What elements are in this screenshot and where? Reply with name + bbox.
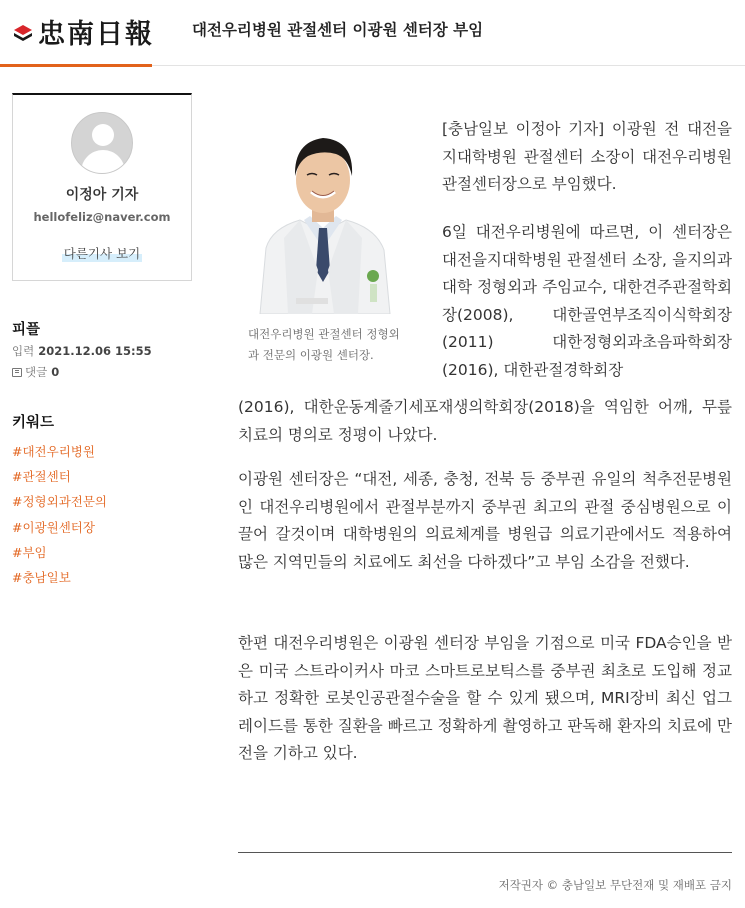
keyword-item[interactable]: #관절센터 [12,469,71,485]
article-paragraph: [충남일보 이정아 기자] 이광원 전 대전을지대학병원 관절센터 소장이 대전우리병원 관절센터장으로 부임했다. [442,120,732,193]
comments-count: 0 [51,365,60,379]
published-date: 2021.12.06 15:55 [38,344,152,358]
published-info [12,343,152,359]
keyword-item[interactable]: #충남일보 [12,569,71,585]
copyright-notice: 저작권자 © 충남일보 무단전재 및 재배포 금지 [498,878,732,892]
keyword-item[interactable]: #정형외과전문의 [12,494,107,510]
logo-book-icon [12,20,34,44]
author-name: 이정아 기자 [65,187,139,203]
site-logo[interactable] [12,12,154,51]
header-accent-bar [0,64,152,67]
article-paragraph: 한편 대전우리병원은 이광원 센터장 부임을 기점으로 미국 FDA승인을 받은 미국 스트라이커사 마코 스마트로보틱스를 중부권 최초로 도입해 정교하고 정확한 로봇인공관절수술을 할 수 있게 됐으며, MRI장비 최신 업그레이드를 통한 질환을 빠르고 정확하게 촬영하고 판독해 환자의 치료에 만전을 기하고 있다. [238,634,732,762]
article-paragraph: 이광원 센터장은 “대전, 세종, 충청, 전북 등 중부권 유일의 척추전문병원인 대전우리병원에서 관절부분까지 중부권 최고의 관절 중심병원으로 이끌어 갈것이며 대학병원의 의료체계를 병원급 의료기관에서도 적용하여 많은 지역민들의 치료에도 최선을 다하겠다”고 부임 소감을 전했다. [238,470,732,571]
article-paragraph: (2016), 대한운동계줄기세포재생의학회장(2018)을 역임한 어깨, 무릎 치료의 명의로 정평이 나았다. [238,398,732,444]
footer-divider [238,852,732,853]
comment-icon [12,368,22,377]
figure-caption: 대전우리병원 관절센터 정형외과 전문의 이광원 센터장. [248,327,400,362]
author-card [12,93,192,281]
more-articles-link[interactable]: 다른기사 보기 [63,246,141,261]
avatar [71,112,133,174]
keyword-list [12,443,107,594]
doctor-photo [238,120,408,314]
author-email[interactable]: hellofeliz@naver.com [33,210,171,224]
published-label: 입력 [12,344,35,358]
article-paragraph: 6일 대전우리병원에 따르면, 이 센터장은 대전을지대학병원 관절센터 소장, 을지의과대학 정형외과 주임교수, 대한견주관절학회장(2008), 대한골연부조직이식학회장(2011) 대한정형외과초음파학회장(2016), 대한관절경학회장 [442,223,732,379]
logo-text: 忠南日報 [38,19,154,50]
comments-info[interactable] [12,364,59,380]
site-header [0,0,745,66]
keyword-item[interactable]: #이광원센터장 [12,519,95,535]
header-article-title: 대전우리병원 관절센터 이광원 센터장 부임 [192,21,484,39]
article-figure [238,120,408,366]
keyword-item[interactable]: #부임 [12,544,47,560]
section-label[interactable]: 피플 [12,322,41,338]
comments-label: 댓글 [25,365,48,379]
keywords-title: 키워드 [12,415,55,431]
keyword-item[interactable]: #대전우리병원 [12,444,95,459]
